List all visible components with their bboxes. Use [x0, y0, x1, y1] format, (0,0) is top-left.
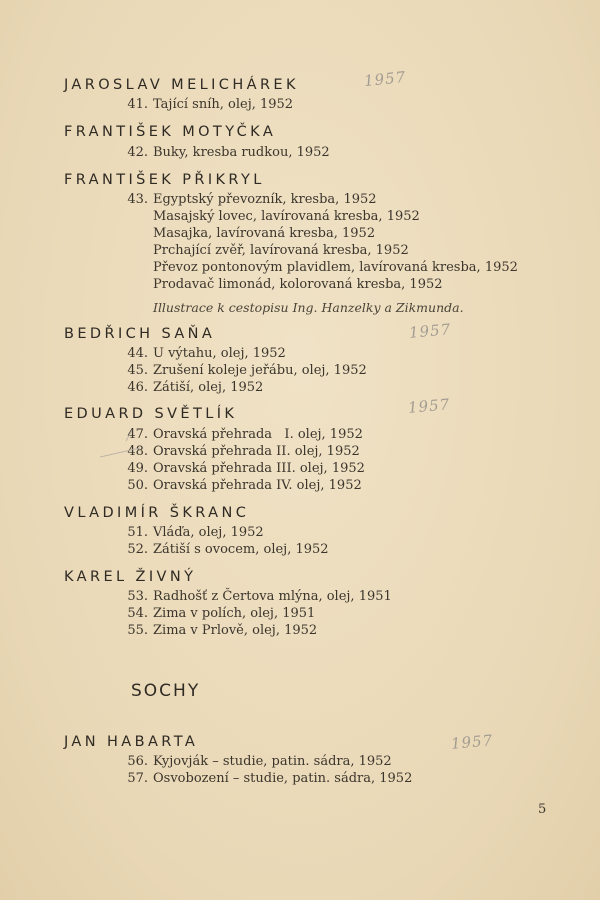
work-title: Kyjovják – studie, patin. sádra, 1952: [153, 754, 392, 769]
work-title: Masajka, lavírovaná kresba, 1952: [153, 226, 376, 241]
work-title: Oravská přehrada I. olej, 1952: [153, 427, 363, 442]
section-heading: SOCHY: [131, 681, 201, 701]
work-number: 42.: [127, 145, 148, 160]
artist-name: VLADIMÍR ŠKRANC: [64, 505, 250, 521]
work-title: U výtahu, olej, 1952: [153, 346, 286, 361]
illustration-note: Illustrace k cestopisu Ing. Hanzelky a Zikmunda.: [153, 300, 464, 315]
work-number: 49.: [127, 461, 148, 476]
work-title: Vláďa, olej, 1952: [153, 525, 264, 540]
work-number: 53.: [127, 589, 148, 604]
work-title: Oravská přehrada II. olej, 1952: [153, 444, 360, 459]
artist-name: FRANTIŠEK MOTYČKA: [64, 124, 277, 140]
work-number: 45.: [127, 363, 148, 378]
work-title: Zátiší, olej, 1952: [153, 380, 264, 395]
artist-name: FRANTIŠEK PŘIKRYL: [64, 172, 265, 188]
work-title: Oravská přehrada III. olej, 1952: [153, 461, 365, 476]
page-number: 5: [538, 802, 547, 817]
work-title: Tající sníh, olej, 1952: [153, 97, 294, 112]
artist-name: JAROSLAV MELICHÁREK: [64, 77, 299, 93]
work-title: Převoz pontonovým plavidlem, lavírovaná kresba, 1952: [153, 260, 518, 275]
work-number: 57.: [127, 771, 148, 786]
work-number: 56.: [127, 754, 148, 769]
handwritten-year-note: 1957: [363, 67, 408, 91]
work-title: Oravská přehrada IV. olej, 1952: [153, 478, 362, 493]
handwritten-year-note: 1957: [407, 395, 451, 417]
work-number: 46.: [127, 380, 148, 395]
pencil-stroke: [126, 430, 132, 441]
work-title: Zima v polích, olej, 1951: [153, 606, 316, 621]
work-number: 50.: [127, 478, 148, 493]
work-title: Zrušení koleje jeřábu, olej, 1952: [153, 363, 367, 378]
handwritten-year-note: 1957: [450, 731, 494, 753]
work-title: Prodavač limonád, kolorovaná kresba, 1952: [153, 277, 443, 292]
work-title: Osvobození – studie, patin. sádra, 1952: [153, 771, 413, 786]
work-number: 54.: [127, 606, 148, 621]
work-number: 44.: [127, 346, 148, 361]
work-number: 43.: [127, 192, 148, 207]
work-number: 52.: [127, 542, 148, 557]
work-number: 51.: [127, 525, 148, 540]
work-number: 48.: [127, 444, 148, 459]
artist-name: BEDŘICH SAŇA: [64, 326, 216, 342]
artist-name: JAN HABARTA: [64, 734, 199, 750]
work-title: Buky, kresba rudkou, 1952: [153, 145, 330, 160]
work-number: 55.: [127, 623, 148, 638]
pencil-stroke: [100, 448, 140, 457]
artist-name: KAREL ŽIVNÝ: [64, 569, 197, 585]
work-title: Masajský lovec, lavírovaná kresba, 1952: [153, 209, 420, 224]
handwritten-year-note: 1957: [408, 320, 452, 342]
artist-name: EDUARD SVĚTLÍK: [64, 406, 238, 422]
work-title: Zátiší s ovocem, olej, 1952: [153, 542, 329, 557]
work-title: Prchající zvěř, lavírovaná kresba, 1952: [153, 243, 409, 258]
work-title: Zima v Prlově, olej, 1952: [153, 623, 318, 638]
work-title: Egyptský převozník, kresba, 1952: [153, 192, 377, 207]
work-number: 47.: [127, 427, 148, 442]
work-title: Radhošť z Čertova mlýna, olej, 1951: [153, 589, 392, 604]
work-number: 41.: [127, 97, 148, 112]
